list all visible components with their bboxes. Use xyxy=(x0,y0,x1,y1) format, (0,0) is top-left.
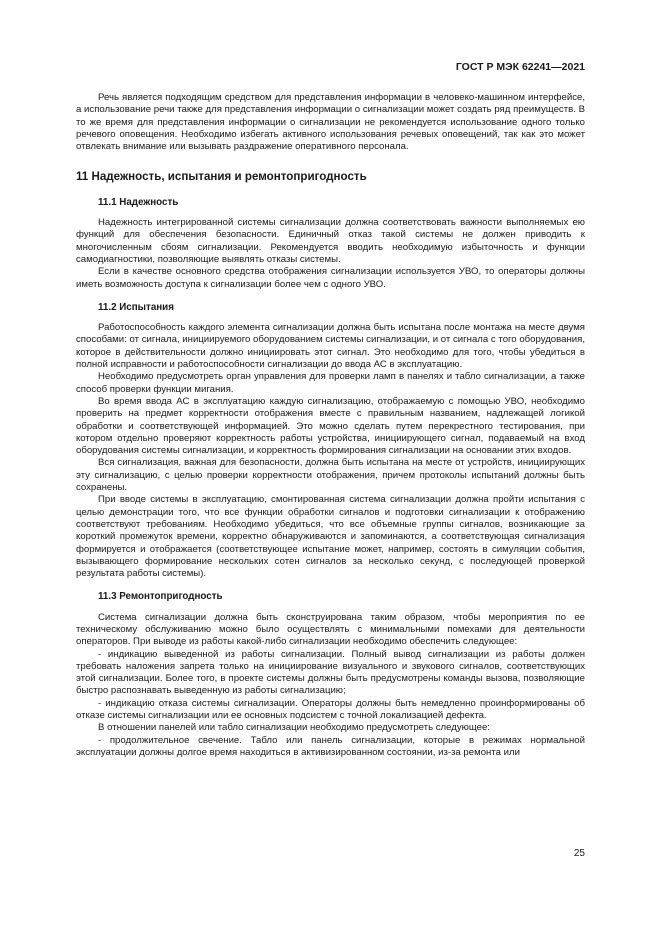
section-11-title: 11 Надежность, испытания и ремонтопригодность xyxy=(76,170,367,184)
paragraph: Вся сигнализация, важная для безопасности, должна быть испытана на месте от устройств, инициирующих эту сигнализацию, с целью проверки корректности отображения, причем протоколы испытаний должны быть сохранены. xyxy=(76,457,585,494)
section-11-3-title: 11.3 Ремонтопригодность xyxy=(98,591,223,603)
standard-code-header: ГОСТ Р МЭК 62241—2021 xyxy=(455,61,585,73)
section-11-2-title: 11.2 Испытания xyxy=(98,301,174,313)
paragraph: Надежность интегрированной системы сигнализации должна соответствовать важности выполняемых ею функций для обеспечения безопасности. Единичный отказ такой системы не должен приводить к многочисленным сбоям сигнализации. Рекомендуется вводить необходимую избыточность и функции самодиагностики, позволяющие выявлять отказы системы. xyxy=(76,217,585,265)
paragraph: Работоспособность каждого элемента сигнализации должна быть испытана после монтажа на месте двумя способами: от сигнала, инициируемого оборудованием системы сигнализации, и от сигнала с того оборудования, которое в действительности должно инициировать этот сигнал. Это необходимо для того, чтобы убедиться в полной исправности и работоспособности сигнализации до ввода АС в эксплуатацию. xyxy=(76,322,585,371)
list-item: - индикацию выведенной из работы сигнализации. Полный вывод сигнализации из работы должен требовать наложения запрета только на инициирование визуального и звукового сигналов, соответствующих этой сигнализации. Более того, в проекте системы должны быть предусмотрены команды вызова, позволяющие быстро распознавать выведенную из работы сигнализацию; xyxy=(76,648,585,697)
intro-paragraph: Речь является подходящим средством для представления информации в человеко-машинном интерфейсе, а использование речи также для представления информации о сигнализации может создать ряд преимуществ. В то же время для представления информации о сигнализации не рекомендуется использование одного только речевого оповещения. Необходимо избегать активного использования речевых оповещений, так как это может отвлекать внимание или вызывать раздражение оперативного персонала. xyxy=(76,92,585,153)
list-item: - продолжительное свечение. Табло или панель сигнализации, которые в режимах нормальной эксплуатации должны долгое время находиться в активизированном состоянии, из-за ремонта или xyxy=(76,734,585,758)
paragraph: Во время ввода АС в эксплуатацию каждую сигнализацию, отображаемую с помощью УВО, необходимо проверить на предмет корректности отображения вместе с правильным названием, надлежащей логикой обработки и соответствующей информацией. Это можно сделать путем перекрестного тестирования, при котором отдельно проверяют корректность работы устройства, инициирующего сигнал, подаваемый на вход оборудования системы сигнализации, и корректность формирования сигнализации на основании этих входов. xyxy=(76,395,585,457)
section-11-1-title: 11.1 Надежность xyxy=(98,196,179,208)
paragraph: Необходимо предусмотреть орган управления для проверки ламп в панелях и табло сигнализации, а также способ проверки функции мигания. xyxy=(76,371,585,395)
paragraph: Если в качестве основного средства отображения сигнализации используется УВО, то операторы должны иметь возможность доступа к сигнализации более чем с одного УВО. xyxy=(76,266,585,290)
paragraph: В отношении панелей или табло сигнализации необходимо предусмотреть следующее: xyxy=(98,722,490,734)
page-content xyxy=(76,92,585,759)
paragraph: При вводе системы в эксплуатацию, смонтированная система сигнализации должна пройти испытания с целью демонстрации того, что все функции обработки сигналов и подготовки сигнализации к отображению соответствуют требованиям. Необходимо убедиться, что все объемные группы сигналов, возникающие за короткий промежуток времени, корректно обнаруживаются и запоминаются, а соответствующая сигнализация формируется и отображается (соответствующее испытание может, например, состоять в симуляции события, вызывающего формирование нескольких сотен сигналов за несколько секунд, с последующей проверкой результата работы системы). xyxy=(76,494,585,580)
paragraph: Система сигнализации должна быть сконструирована таким образом, чтобы мероприятия по ее техническому обслуживанию можно было осуществлять с минимальными помехами для деятельности операторов. При выводе из работы какой-либо сигнализации необходимо обеспечить следующее: xyxy=(76,611,585,648)
list-item: - индикацию отказа системы сигнализации. Операторы должны быть немедленно проинформированы об отказе системы сигнализации или ее основных подсистем с точной локализацией дефекта. xyxy=(76,697,585,722)
page-number: 25 xyxy=(573,848,585,859)
